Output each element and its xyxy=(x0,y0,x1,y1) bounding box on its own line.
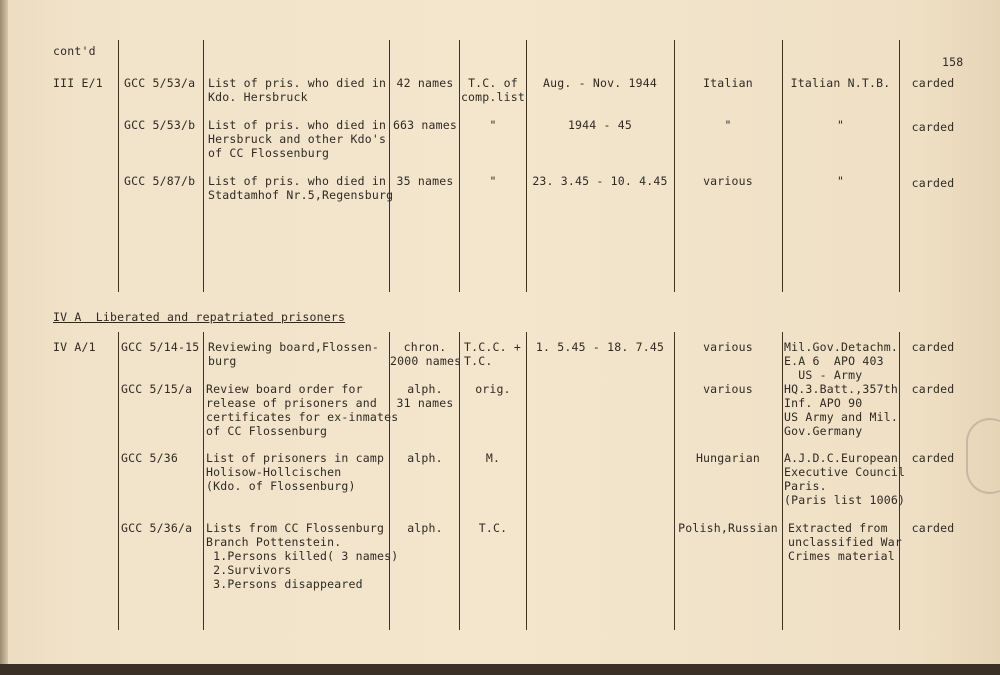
nationality: various xyxy=(703,382,753,396)
reference-code: GCC 5/87/b xyxy=(124,174,196,188)
column-rule xyxy=(118,40,119,292)
status: carded xyxy=(911,382,955,396)
date-range: Aug. - Nov. 1944 xyxy=(543,76,657,90)
reference-code: GCC 5/53/b xyxy=(124,118,196,132)
column-rule xyxy=(389,40,390,292)
description: Review board order for release of prisoners and certificates for ex-inmates of CC Flossenburg xyxy=(206,382,399,438)
status: carded xyxy=(911,76,955,90)
document-type: T.C. of comp.list xyxy=(460,76,526,104)
status: carded xyxy=(911,521,955,535)
nationality: " xyxy=(724,118,732,132)
document-type: orig. xyxy=(475,382,511,396)
description: Reviewing board,Flossen- burg xyxy=(208,340,379,368)
contd-label: cont'd xyxy=(53,44,96,58)
description: List of prisoners in camp Holisow-Hollcischen (Kdo. of Flossenburg) xyxy=(206,451,385,493)
document-type: " xyxy=(489,118,497,132)
count: alph. xyxy=(407,451,443,465)
description: List of pris. who died in Stadtamhof Nr.5,Regensburg xyxy=(208,174,394,202)
column-rule xyxy=(118,332,119,630)
count: chron. 2000 names xyxy=(390,340,462,368)
reference-code: GCC 5/15/a xyxy=(121,382,193,396)
date-range: 23. 3.45 - 10. 4.45 xyxy=(532,174,668,188)
column-rule xyxy=(526,332,527,630)
description: List of pris. who died in Kdo. Hersbruck xyxy=(208,76,387,104)
source: Extracted from unclassified War Crimes material xyxy=(788,521,902,563)
reference-code: GCC 5/14-15 xyxy=(121,340,200,354)
count: 663 names xyxy=(392,118,458,132)
page-number: 158 xyxy=(942,55,964,69)
description: Lists from CC Flossenburg Branch Pottenstein. 1.Persons killed( 3 names) 2.Survivors 3.Persons disappeared xyxy=(206,521,399,591)
date-range: 1944 - 45 xyxy=(567,118,633,132)
source: Italian N.T.B. xyxy=(790,76,891,90)
document-type: T.C.C. + T.C. xyxy=(464,340,521,368)
column-rule xyxy=(459,332,460,630)
status: carded xyxy=(911,340,955,354)
nationality: Hungarian xyxy=(695,451,761,465)
date-range: 1. 5.45 - 18. 7.45 xyxy=(535,340,665,354)
source: A.J.D.C.European Executive Council Paris. (Paris list 1006) xyxy=(784,451,906,507)
nationality: Polish,Russian xyxy=(678,521,778,535)
count: 42 names xyxy=(396,76,454,90)
column-rule xyxy=(203,40,204,292)
column-rule xyxy=(782,332,783,630)
binder-ring xyxy=(966,418,1000,494)
column-rule xyxy=(674,332,675,630)
section-code: III E/1 xyxy=(53,76,103,90)
page-bottom-edge xyxy=(0,664,1000,675)
document-type: T.C. xyxy=(478,521,508,535)
source: Mil.Gov.Detachm. E.A 6 APO 403 US - Army xyxy=(784,340,898,382)
page-binding xyxy=(0,0,8,675)
status: carded xyxy=(911,451,955,465)
source: HQ.3.Batt.,357th Inf. APO 90 US Army and Mil. Gov.Germany xyxy=(784,382,898,438)
nationality: various xyxy=(703,340,753,354)
nationality: various xyxy=(703,174,753,188)
count: 35 names xyxy=(396,174,454,188)
section-code: IV A/1 xyxy=(53,340,96,354)
count: alph. xyxy=(407,521,443,535)
description: List of pris. who died in Hersbruck and other Kdo's of CC Flossenburg xyxy=(208,118,387,160)
count: alph. 31 names xyxy=(396,382,454,410)
section-heading: IV A Liberated and repatriated prisoners xyxy=(53,310,346,324)
status: carded xyxy=(911,120,955,134)
column-rule xyxy=(203,332,204,630)
source: " xyxy=(836,118,845,132)
document-type: " xyxy=(489,174,497,188)
status: carded xyxy=(911,176,955,190)
document-type: M. xyxy=(485,451,501,465)
nationality: Italian xyxy=(703,76,753,90)
reference-code: GCC 5/53/a xyxy=(124,76,196,90)
reference-code: GCC 5/36 xyxy=(121,451,178,465)
source: " xyxy=(836,174,845,188)
reference-code: GCC 5/36/a xyxy=(121,521,193,535)
